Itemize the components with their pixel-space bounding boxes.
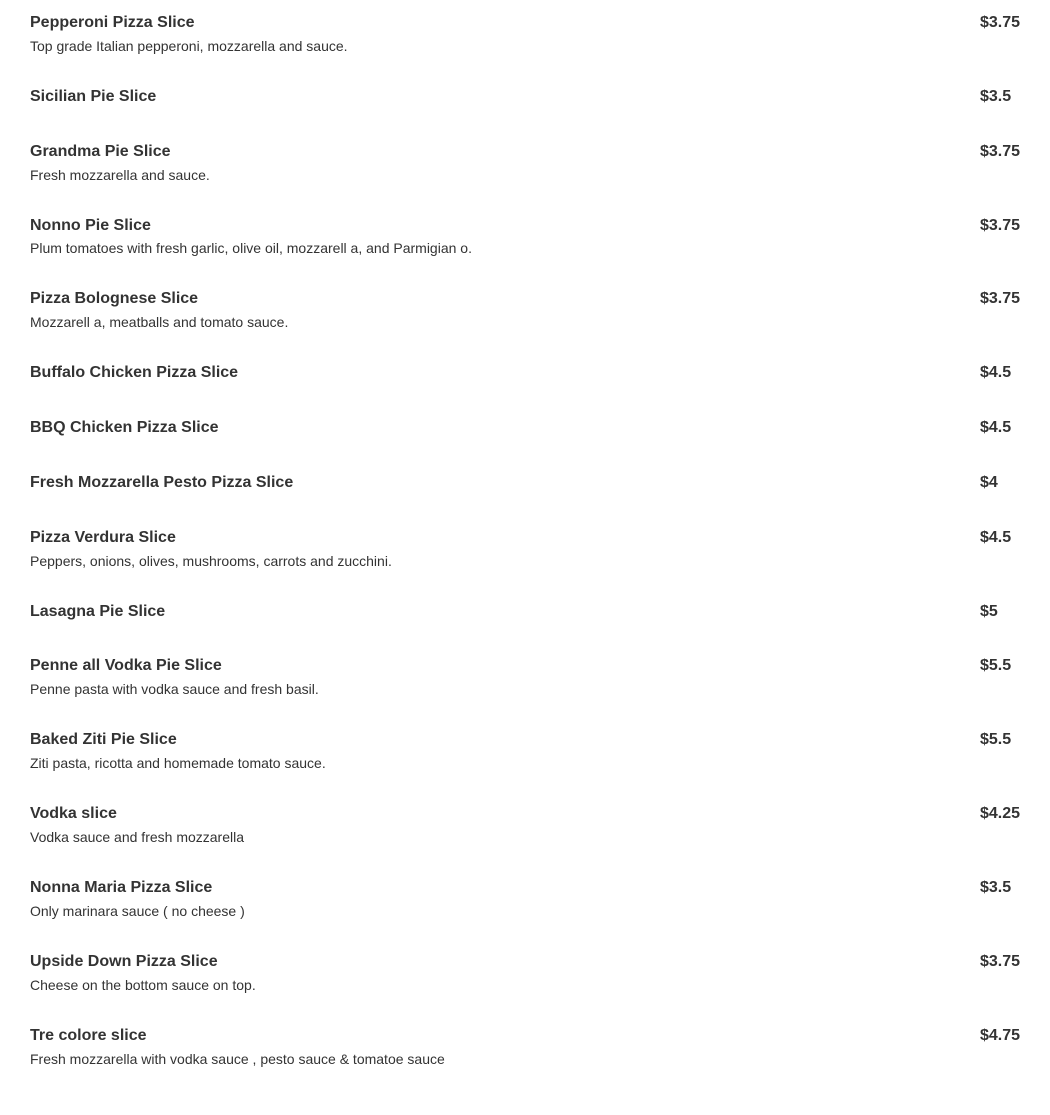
item-name: Nonna Maria Pizza Slice xyxy=(30,879,213,896)
item-description: Plum tomatoes with fresh garlic, olive oil, mozzarell a, and Parmigian o. xyxy=(30,240,472,256)
item-price: $3.75 xyxy=(980,14,1021,31)
item-description: Fresh mozzarella and sauce. xyxy=(30,167,210,183)
item-price: $4 xyxy=(980,474,998,491)
item-name: Nonno Pie Slice xyxy=(30,217,151,234)
item-price: $3.75 xyxy=(980,143,1021,160)
item-price: $4.5 xyxy=(980,419,1012,436)
item-name: Sicilian Pie Slice xyxy=(30,88,157,105)
item-description: Penne pasta with vodka sauce and fresh basil. xyxy=(30,681,319,697)
item-name: Tre colore slice xyxy=(30,1027,147,1044)
item-description: Top grade Italian pepperoni, mozzarella and sauce. xyxy=(30,38,348,54)
item-description: Only marinara sauce ( no cheese ) xyxy=(30,903,245,919)
item-price: $3.75 xyxy=(980,953,1021,970)
item-name: Lasagna Pie Slice xyxy=(30,603,166,620)
item-name: BBQ Chicken Pizza Slice xyxy=(30,419,219,436)
item-price: $4.75 xyxy=(980,1027,1021,1044)
item-description: Vodka sauce and fresh mozzarella xyxy=(30,829,245,845)
item-price: $5.5 xyxy=(980,731,1012,748)
item-name: Grandma Pie Slice xyxy=(30,143,171,160)
item-price: $3.75 xyxy=(980,290,1021,307)
item-description: Fresh mozzarella with vodka sauce , pesto sauce & tomatoe sauce xyxy=(30,1051,445,1067)
item-name: Pepperoni Pizza Slice xyxy=(30,14,195,31)
item-name: Baked Ziti Pie Slice xyxy=(30,731,177,748)
item-description: Peppers, onions, olives, mushrooms, carrots and zucchini. xyxy=(30,553,392,569)
item-name: Pizza Bolognese Slice xyxy=(30,290,199,307)
item-name: Upside Down Pizza Slice xyxy=(30,953,218,970)
item-name: Buffalo Chicken Pizza Slice xyxy=(30,364,239,381)
item-price: $3.5 xyxy=(980,879,1012,896)
item-price: $4.5 xyxy=(980,529,1012,546)
item-price: $5 xyxy=(980,603,998,620)
item-name: Vodka slice xyxy=(30,805,117,822)
item-price: $5.5 xyxy=(980,657,1012,674)
item-price: $4.5 xyxy=(980,364,1012,381)
item-name: Penne all Vodka Pie Slice xyxy=(30,657,222,674)
item-description: Cheese on the bottom sauce on top. xyxy=(30,977,256,993)
item-name: Fresh Mozzarella Pesto Pizza Slice xyxy=(30,474,294,491)
item-description: Mozzarell a, meatballs and tomato sauce. xyxy=(30,314,289,330)
item-name: Pizza Verdura Slice xyxy=(30,529,176,546)
item-price: $4.25 xyxy=(980,805,1021,822)
item-price: $3.5 xyxy=(980,88,1012,105)
item-price: $3.75 xyxy=(980,217,1021,234)
item-description: Ziti pasta, ricotta and homemade tomato sauce. xyxy=(30,755,326,771)
